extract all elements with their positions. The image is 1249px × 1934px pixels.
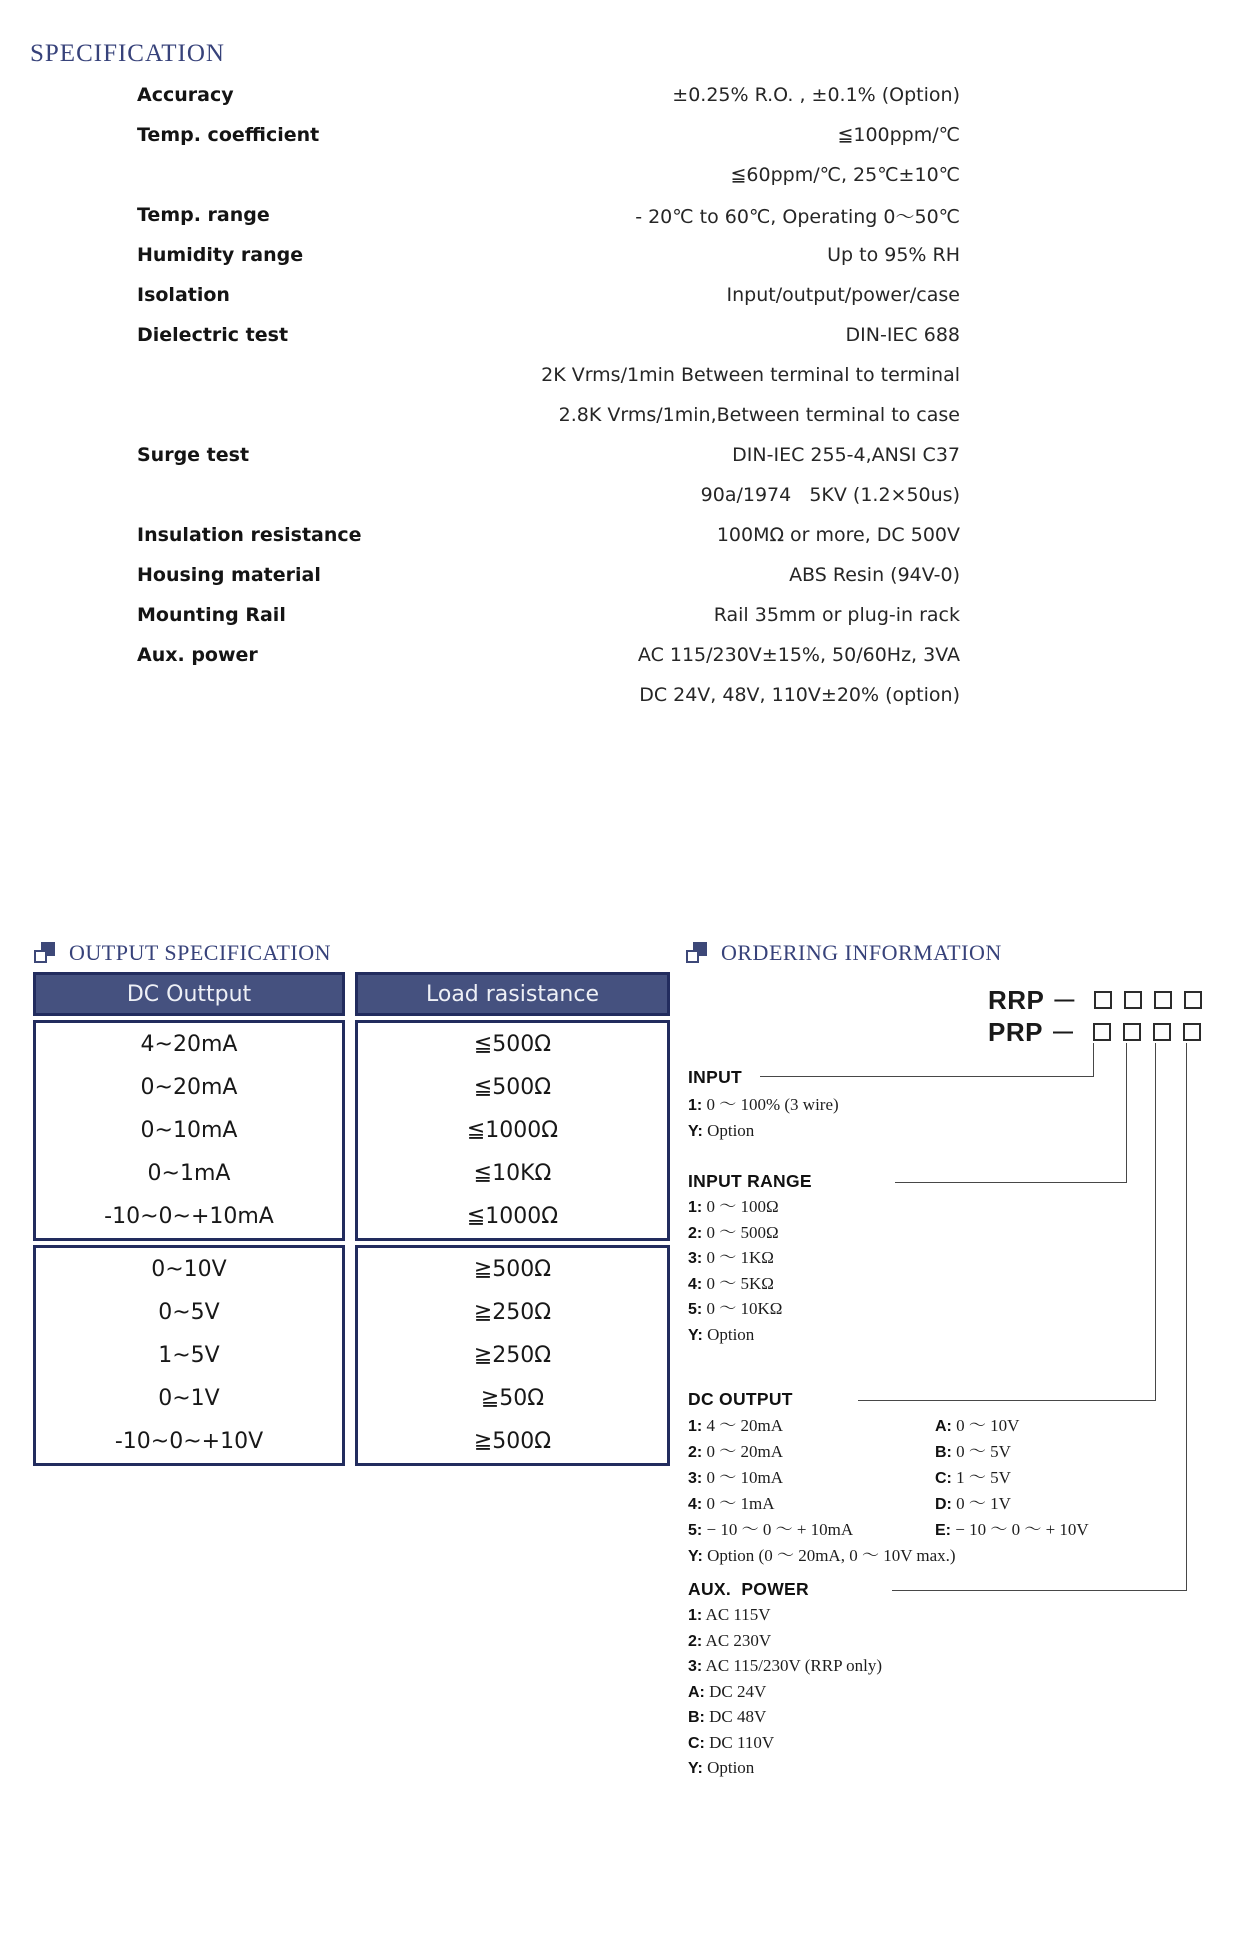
option-value: 0 ～ 100Ω bbox=[702, 1197, 779, 1216]
input-range-section-label: INPUT RANGE bbox=[688, 1171, 812, 1191]
ordering-option bbox=[688, 1603, 882, 1629]
table-cell: ≧500Ω bbox=[473, 1257, 552, 1282]
spec-row bbox=[137, 195, 960, 235]
option-value: 0 ～ 1KΩ bbox=[702, 1248, 774, 1267]
ordering-option bbox=[935, 1465, 1089, 1491]
option-value: DC 110V bbox=[704, 1732, 775, 1752]
option-value: Option bbox=[702, 1120, 755, 1140]
code-digit-box bbox=[1124, 991, 1142, 1009]
option-value: − 10 ～ 0 ～ + 10V bbox=[951, 1520, 1089, 1539]
spec-value: 90a/1974 5KV (1.2×50us) bbox=[700, 484, 960, 506]
spec-row bbox=[137, 275, 960, 315]
table-cell: -10~0~+10V bbox=[114, 1429, 264, 1454]
spec-label: Housing material bbox=[137, 564, 321, 586]
option-value: AC 115V bbox=[702, 1605, 771, 1624]
ordering-option bbox=[935, 1439, 1089, 1465]
model-dash: — bbox=[1054, 988, 1075, 1011]
table-cell: ≦1000Ω bbox=[466, 1118, 559, 1143]
spec-list bbox=[137, 75, 960, 715]
spec-label: Dielectric test bbox=[137, 324, 289, 346]
spec-label: Accuracy bbox=[137, 84, 234, 106]
code-digit-box bbox=[1093, 1023, 1111, 1041]
ordering-option bbox=[935, 1491, 1089, 1517]
output-specification-header bbox=[33, 940, 331, 966]
option-value: 0 ～ 5V bbox=[951, 1442, 1011, 1461]
spec-value: 100MΩ or more, DC 500V bbox=[716, 524, 960, 546]
option-value: 0 ～ 500Ω bbox=[702, 1222, 779, 1242]
page-title: SPECIFICATION bbox=[30, 40, 225, 67]
option-code: 2: bbox=[688, 1444, 703, 1461]
ordering-option bbox=[688, 1541, 956, 1566]
dc-output-section-label: DC OUTPUT bbox=[688, 1389, 793, 1409]
ordering-option bbox=[688, 1413, 853, 1439]
option-value: 0 ～ 10V bbox=[951, 1416, 1020, 1435]
option-code: Y: bbox=[688, 1326, 703, 1344]
spec-row bbox=[137, 315, 960, 355]
spec-value: AC 115/230V±15%, 50/60Hz, 3VA bbox=[637, 644, 960, 666]
table-cell: 0~10mA bbox=[140, 1118, 238, 1143]
option-code: C: bbox=[935, 1470, 952, 1487]
option-value: Option bbox=[702, 1758, 755, 1777]
column-header: DC Outtput bbox=[33, 972, 345, 1016]
ordering-option bbox=[688, 1680, 882, 1706]
spec-label: Aux. power bbox=[137, 644, 258, 666]
option-code: 4: bbox=[688, 1496, 703, 1513]
option-code: Y: bbox=[688, 1548, 703, 1565]
spec-value: ≦60ppm/℃, 25℃±10℃ bbox=[730, 164, 960, 186]
code-digit-box bbox=[1094, 991, 1112, 1009]
section-title: OUTPUT SPECIFICATION bbox=[69, 940, 332, 965]
spec-value: ±0.25% R.O. , ±0.1% (Option) bbox=[672, 84, 960, 106]
code-digit-box bbox=[1184, 991, 1202, 1009]
dc-output-column bbox=[33, 972, 345, 1470]
table-cell: -10~0~+10mA bbox=[104, 1204, 274, 1229]
table-cell: ≧50Ω bbox=[480, 1386, 545, 1411]
section-title: ORDERING INFORMATION bbox=[721, 940, 1002, 965]
code-digit-box bbox=[1183, 1023, 1201, 1041]
option-code: 1: bbox=[688, 1418, 703, 1435]
option-value: 0 ～ 1V bbox=[951, 1494, 1011, 1513]
spec-value: DIN-IEC 688 bbox=[845, 324, 960, 346]
table-cell: ≦500Ω bbox=[473, 1032, 552, 1057]
ordering-option bbox=[688, 1756, 882, 1782]
option-value: − 10 ～ 0 ～ + 10mA bbox=[702, 1520, 854, 1539]
column-header: Load rasistance bbox=[355, 972, 670, 1016]
current-rows-box bbox=[33, 1020, 345, 1241]
spec-row bbox=[137, 75, 960, 115]
spec-row bbox=[137, 475, 960, 515]
spec-label: Temp. range bbox=[137, 204, 270, 226]
option-code: D: bbox=[935, 1496, 952, 1513]
section-bullet-icon bbox=[33, 942, 55, 964]
option-code: 1: bbox=[688, 1097, 703, 1114]
ordering-option bbox=[688, 1221, 782, 1247]
current-rows-box bbox=[355, 1020, 670, 1241]
input-range-options-list bbox=[688, 1195, 782, 1348]
option-value: 0 ～ 1mA bbox=[702, 1494, 775, 1513]
ordering-option bbox=[935, 1413, 1089, 1439]
spec-label: Mounting Rail bbox=[137, 604, 286, 626]
option-code: 3: bbox=[688, 1658, 703, 1675]
table-cell: 4~20mA bbox=[140, 1032, 238, 1057]
option-code: 5: bbox=[688, 1301, 703, 1318]
table-cell: ≧500Ω bbox=[473, 1429, 552, 1454]
spec-value: Rail 35mm or plug-in rack bbox=[713, 604, 960, 626]
spec-row bbox=[137, 595, 960, 635]
spec-value: DIN-IEC 255-4,ANSI C37 bbox=[732, 444, 960, 466]
option-value: AC 230V bbox=[702, 1630, 772, 1650]
ordering-option bbox=[688, 1517, 853, 1543]
ordering-option bbox=[688, 1465, 853, 1491]
spec-value: Up to 95% RH bbox=[827, 244, 960, 266]
option-value: 0 ～ 100% (3 wire) bbox=[702, 1095, 839, 1114]
spec-label: Insulation resistance bbox=[137, 524, 362, 546]
option-code: 2: bbox=[688, 1632, 703, 1650]
spec-row bbox=[137, 635, 960, 675]
spec-value: DC 24V, 48V, 110V±20% (option) bbox=[639, 684, 960, 706]
spec-row bbox=[137, 155, 960, 195]
option-code: C: bbox=[688, 1734, 705, 1752]
code-digit-box bbox=[1123, 1023, 1141, 1041]
table-cell: 0~1V bbox=[158, 1386, 220, 1411]
dc-output-option-line bbox=[688, 1541, 956, 1566]
code-digit-box bbox=[1154, 991, 1172, 1009]
spec-row bbox=[137, 395, 960, 435]
ordering-option bbox=[688, 1629, 882, 1655]
option-code: E: bbox=[935, 1522, 951, 1539]
input-options-list bbox=[688, 1093, 839, 1144]
table-cell: ≧250Ω bbox=[473, 1300, 552, 1325]
option-code: 3: bbox=[688, 1250, 703, 1267]
option-value: Option (0 ～ 20mA, 0 ～ 10V max.) bbox=[702, 1546, 956, 1565]
ordering-option bbox=[688, 1297, 782, 1323]
option-value: AC 115/230V (RRP only) bbox=[702, 1656, 883, 1675]
option-value: 0 ～ 20mA bbox=[702, 1442, 783, 1461]
table-cell: ≧250Ω bbox=[473, 1343, 552, 1368]
option-value: 4 ～ 20mA bbox=[702, 1416, 783, 1435]
spec-value: ≦100ppm/℃ bbox=[837, 124, 960, 146]
aux-power-section-label: AUX. POWER bbox=[688, 1579, 809, 1599]
option-value: 1 ～ 5V bbox=[951, 1468, 1011, 1487]
code-digit-box bbox=[1153, 1023, 1171, 1041]
spec-value: Input/output/power/case bbox=[726, 284, 960, 306]
ordering-information-diagram bbox=[680, 985, 1225, 1800]
option-code: 1: bbox=[688, 1199, 703, 1216]
ordering-option bbox=[688, 1246, 782, 1272]
model-name: RRP bbox=[988, 984, 1045, 1015]
dc-output-right-list bbox=[935, 1413, 1089, 1543]
spec-row bbox=[137, 435, 960, 475]
ordering-option bbox=[688, 1491, 853, 1517]
ordering-option bbox=[688, 1093, 839, 1119]
voltage-rows-box bbox=[33, 1245, 345, 1466]
load-resistance-column bbox=[355, 972, 670, 1470]
aux-power-options-list bbox=[688, 1603, 882, 1782]
option-code: Y: bbox=[688, 1122, 703, 1140]
spec-row bbox=[137, 235, 960, 275]
model-code-rrp bbox=[988, 984, 1202, 1015]
table-cell: ≦500Ω bbox=[473, 1075, 552, 1100]
spec-row bbox=[137, 555, 960, 595]
option-code: 1: bbox=[688, 1607, 703, 1624]
ordering-option bbox=[935, 1517, 1089, 1543]
option-value: 0 ～ 10mA bbox=[702, 1468, 783, 1487]
table-cell: ≦10KΩ bbox=[473, 1161, 552, 1186]
spec-value: 2.8K Vrms/1min,Between terminal to case bbox=[558, 404, 960, 426]
dc-output-left-list bbox=[688, 1413, 853, 1543]
spec-label: Humidity range bbox=[137, 244, 304, 266]
option-code: B: bbox=[935, 1444, 952, 1461]
table-cell: 0~5V bbox=[158, 1300, 220, 1325]
ordering-option bbox=[688, 1119, 839, 1145]
ordering-option bbox=[688, 1654, 882, 1680]
option-code: A: bbox=[688, 1683, 705, 1701]
option-code: B: bbox=[688, 1709, 705, 1726]
ordering-option bbox=[688, 1731, 882, 1757]
table-cell: ≦1000Ω bbox=[466, 1204, 559, 1229]
option-value: DC 48V bbox=[704, 1707, 767, 1726]
ordering-option bbox=[688, 1195, 782, 1221]
spec-row bbox=[137, 675, 960, 715]
ordering-option bbox=[688, 1272, 782, 1298]
spec-value: - 20℃ to 60℃, Operating 0～50℃ bbox=[635, 205, 960, 228]
model-name: PRP bbox=[988, 1016, 1043, 1047]
table-cell: 1~5V bbox=[158, 1343, 220, 1368]
ordering-option bbox=[688, 1439, 853, 1465]
ordering-option bbox=[688, 1705, 882, 1731]
ordering-information-header bbox=[685, 940, 1002, 966]
spec-value: ABS Resin (94V-0) bbox=[789, 564, 960, 586]
spec-row bbox=[137, 515, 960, 555]
option-code: 5: bbox=[688, 1522, 703, 1539]
option-value: Option bbox=[702, 1324, 755, 1344]
option-code: A: bbox=[935, 1418, 952, 1435]
section-bullet-icon bbox=[685, 942, 707, 964]
input-section-label: INPUT bbox=[688, 1067, 742, 1087]
table-cell: 0~1mA bbox=[147, 1161, 231, 1186]
spec-row bbox=[137, 355, 960, 395]
option-code: Y: bbox=[688, 1760, 703, 1777]
spec-row bbox=[137, 115, 960, 155]
spec-label: Temp. coefficient bbox=[137, 124, 320, 146]
spec-label: Isolation bbox=[137, 284, 230, 306]
option-code: 2: bbox=[688, 1224, 703, 1242]
option-code: 3: bbox=[688, 1470, 703, 1487]
table-cell: 0~20mA bbox=[140, 1075, 238, 1100]
voltage-rows-box bbox=[355, 1245, 670, 1466]
model-dash: — bbox=[1052, 1020, 1073, 1043]
table-cell: 0~10V bbox=[151, 1257, 227, 1282]
ordering-option bbox=[688, 1323, 782, 1349]
output-specification-table bbox=[33, 972, 670, 1470]
option-value: 0 ～ 10KΩ bbox=[702, 1299, 783, 1318]
model-code-prp bbox=[988, 1016, 1201, 1047]
option-value: 0 ～ 5KΩ bbox=[702, 1273, 774, 1293]
option-code: 4: bbox=[688, 1275, 703, 1293]
option-value: DC 24V bbox=[704, 1681, 767, 1701]
spec-label: Surge test bbox=[137, 444, 250, 466]
spec-value: 2K Vrms/1min Between terminal to terminal bbox=[541, 364, 960, 386]
